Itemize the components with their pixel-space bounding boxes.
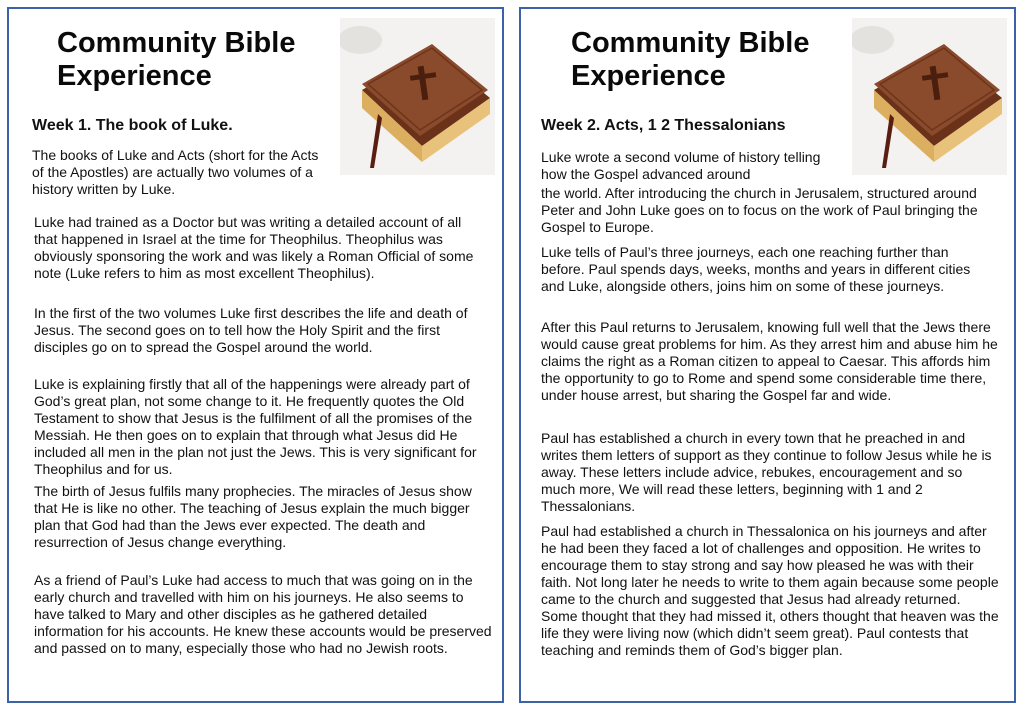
- body-paragraph: After this Paul returns to Jerusalem, knowing full well that the Jews there would cause great problems for him. As they arrest him and abuse him he claims the right as a Roman citizen to appeal to Caesar. This affords him the opportunity to go to Rome and spend some considerable time there, under house arrest, but sharing the Gospel far and wide.: [541, 319, 998, 403]
- page-title: [57, 27, 295, 93]
- title-line-2: Experience: [571, 60, 726, 92]
- title-line-1: Community Bible: [57, 27, 296, 59]
- week-heading: Week 2. Acts, 1 2 Thessalonians: [541, 117, 786, 134]
- body-paragraph: The birth of Jesus fulfils many prophecies. The miracles of Jesus show that He is like no other. The teaching of Jesus explain the much bigger plan that God had than the Jews ever expected. The death and resurrection of Jesus change everything.: [34, 483, 472, 550]
- title-line-2: Experience: [57, 60, 212, 92]
- intro-paragraph-continued: the world. After introducing the church in Jerusalem, structured around Peter and John Luke goes on to focus on the work of Paul bringing the Gospel to Europe.: [541, 185, 978, 235]
- page-title: [571, 27, 809, 93]
- intro-paragraph: Luke wrote a second volume of history telling how the Gospel advanced around: [541, 149, 821, 182]
- body-paragraph: Luke is explaining firstly that all of the happenings were already part of God’s great plan, not some change to it. He frequently quotes the Old Testament to show that Jesus is the fulfilment of all the promises of the Messiah. He then goes on to explain that through what Jesus did He included all men in the plan not just the Jews. This is very significant for Theophilus and for us.: [34, 376, 477, 477]
- week-heading: Week 1. The book of Luke.: [32, 117, 233, 134]
- bible-book-image: [340, 18, 495, 175]
- bible-book-image: [852, 18, 1007, 175]
- body-paragraph: Paul had established a church in Thessalonica on his journeys and after he had been they faced a lot of challenges and opposition. He writes to encourage them to stay strong and say how pleased he was with their faith. Not long later he needs to write to them again because some people came to the church and suggested that Jesus had already returned. Some thought that they had missed it, others thought that heaven was the life they were living now (which didn’t seem great). Paul contests that teaching and reminds them of God’s bigger plan.: [541, 523, 999, 658]
- body-paragraph: In the first of the two volumes Luke first describes the life and death of Jesus. The second goes on to tell how the Holy Spirit and the first disciples go on to spread the Gospel around the world.: [34, 305, 468, 355]
- title-line-1: Community Bible: [571, 27, 810, 59]
- body-paragraph: Paul has established a church in every town that he preached in and writes them letters of support as they continue to follow Jesus while he is away. These letters include advice, rebukes, encouragement and so much more, We will read these letters, beginning with 1 and 2 Thessalonians.: [541, 430, 992, 514]
- left-panel: [7, 7, 504, 703]
- right-panel: [519, 7, 1016, 703]
- body-paragraph: Luke had trained as a Doctor but was writing a detailed account of all that happened in Israel at the time for Theophilus. Theophilus was obviously sponsoring the work and was likely a Roman Official of some note (Luke refers to him as most excellent Theophilus).: [34, 214, 474, 281]
- intro-paragraph: The books of Luke and Acts (short for the Acts of the Apostles) are actually two volumes of a history written by Luke.: [32, 147, 319, 197]
- body-paragraph: Luke tells of Paul’s three journeys, each one reaching further than before. Paul spends days, weeks, months and years in different cities and Luke, alongside others, joins him on some of these journeys.: [541, 244, 971, 294]
- body-paragraph: As a friend of Paul’s Luke had access to much that was going on in the early church and travelled with him on his journeys. He also seems to have talked to Mary and other disciples as he gathered detailed information for his accounts. He knew these accounts would be preserved and passed on to many, especially those who had no Jewish roots.: [34, 572, 492, 656]
